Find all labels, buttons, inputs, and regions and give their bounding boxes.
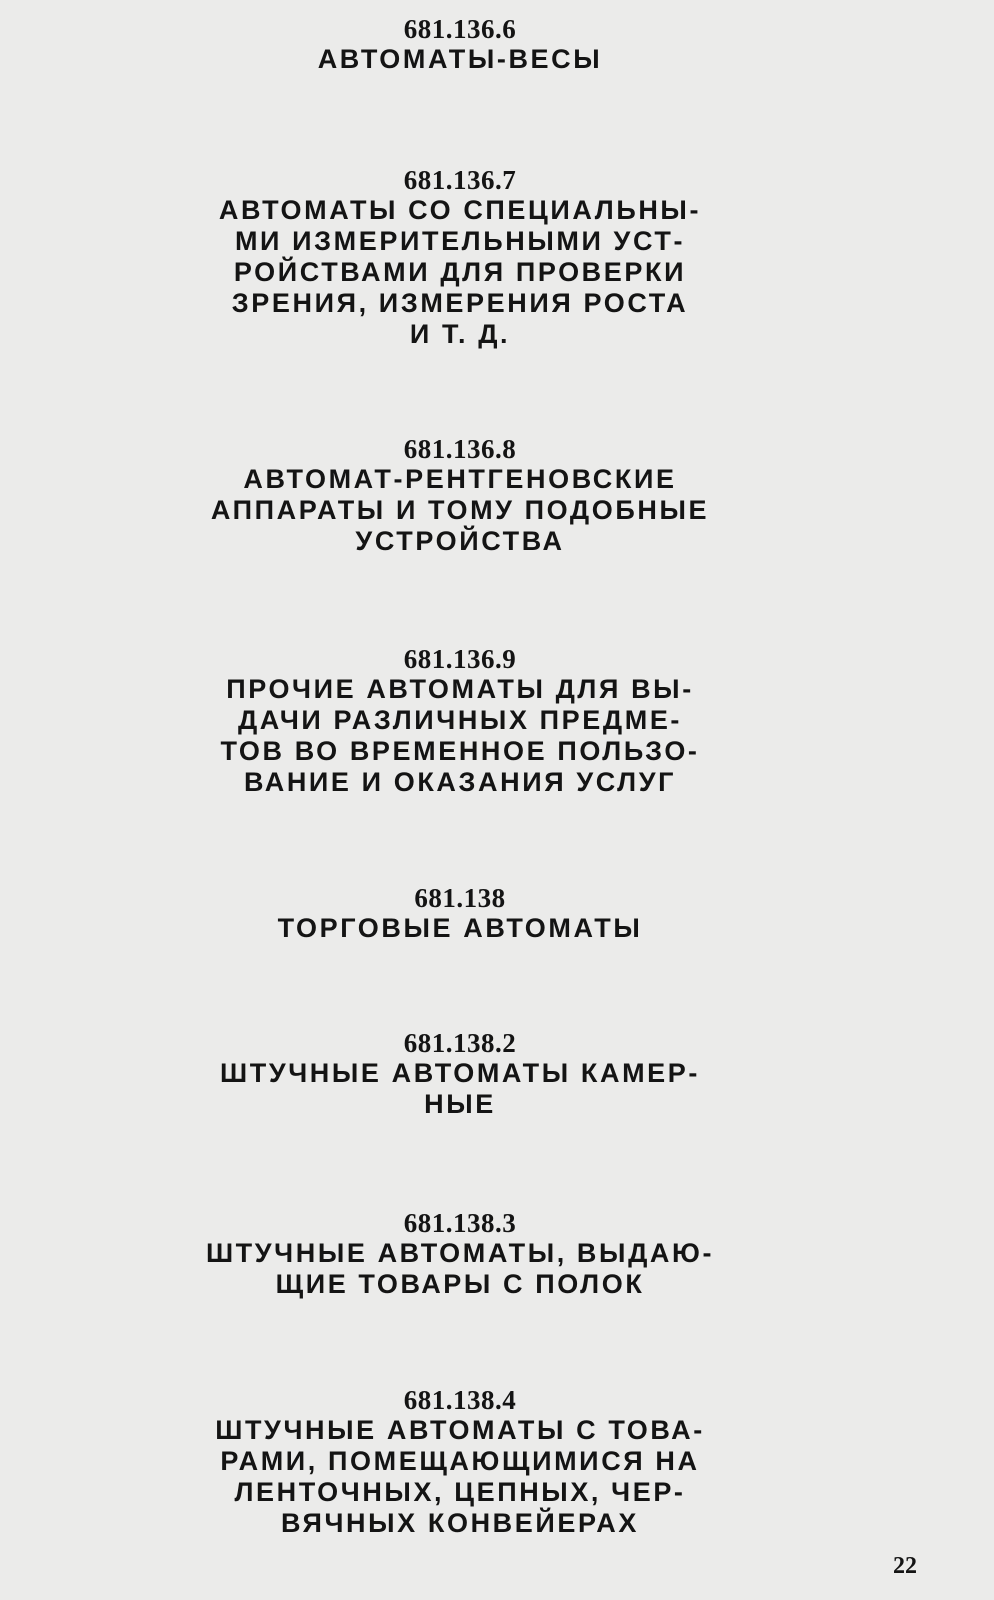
title-line: АВТОМАТЫ-ВЕСЫ	[317, 44, 603, 74]
title-line: ШТУЧНЫЕ АВТОМАТЫ КАМЕР-	[220, 1058, 700, 1088]
entry-code: 681.136.7	[403, 165, 517, 195]
entry-title	[150, 913, 770, 944]
entry-code: 681.138.3	[403, 1208, 517, 1238]
entry-681-136-7	[150, 165, 770, 350]
title-line: ШТУЧНЫЕ АВТОМАТЫ, ВЫДАЮ-	[205, 1238, 715, 1268]
title-line: ВЯЧНЫХ КОНВЕЙЕРАХ	[281, 1508, 639, 1538]
title-line: И Т. Д.	[409, 319, 511, 349]
entry-title	[150, 1415, 770, 1539]
entry-681-136-9	[150, 644, 770, 798]
title-line: ЛЕНТОЧНЫХ, ЦЕПНЫХ, ЧЕР-	[234, 1477, 686, 1507]
entry-title	[150, 195, 770, 350]
entry-title	[150, 464, 770, 557]
title-line: АППАРАТЫ И ТОМУ ПОДОБНЫЕ	[210, 495, 710, 525]
entry-code: 681.136.8	[403, 434, 517, 464]
title-line: НЫЕ	[424, 1089, 496, 1119]
entry-code: 681.138.4	[403, 1385, 517, 1415]
title-line: АВТОМАТЫ СО СПЕЦИАЛЬНЫ-	[218, 195, 702, 225]
title-line: РОЙСТВАМИ ДЛЯ ПРОВЕРКИ	[233, 257, 687, 287]
title-line: ВАНИЕ И ОКАЗАНИЯ УСЛУГ	[243, 767, 677, 797]
entry-title	[150, 44, 770, 75]
page-number: 22	[893, 1553, 917, 1579]
entry-code: 681.138.2	[403, 1028, 517, 1058]
title-line: РАМИ, ПОМЕЩАЮЩИМИСЯ НА	[220, 1446, 700, 1476]
entry-681-138	[150, 883, 770, 944]
entry-code: 681.136.9	[403, 644, 517, 674]
title-line: ЗРЕНИЯ, ИЗМЕРЕНИЯ РОСТА	[231, 288, 689, 318]
entry-title	[150, 674, 770, 798]
entry-code: 681.138	[414, 883, 506, 913]
entry-681-136-6	[150, 14, 770, 75]
entry-681-138-3	[150, 1208, 770, 1300]
entry-681-138-4	[150, 1385, 770, 1539]
title-line: АВТОМАТ-РЕНТГЕНОВСКИЕ	[243, 464, 677, 494]
title-line: ТОРГОВЫЕ АВТОМАТЫ	[277, 913, 643, 943]
entry-681-138-2	[150, 1028, 770, 1120]
title-line: МИ ИЗМЕРИТЕЛЬНЫМИ УСТ-	[234, 226, 686, 256]
entry-681-136-8	[150, 434, 770, 557]
entry-title	[150, 1058, 770, 1120]
title-line: ЩИЕ ТОВАРЫ С ПОЛОК	[275, 1269, 645, 1299]
title-line: ДАЧИ РАЗЛИЧНЫХ ПРЕДМЕ-	[237, 705, 683, 735]
title-line: ТОВ ВО ВРЕМЕННОЕ ПОЛЬЗО-	[220, 736, 700, 766]
entry-title	[150, 1238, 770, 1300]
title-line: УСТРОЙСТВА	[355, 526, 565, 556]
entry-code: 681.136.6	[403, 14, 517, 44]
title-line: ПРОЧИЕ АВТОМАТЫ ДЛЯ ВЫ-	[226, 674, 694, 704]
title-line: ШТУЧНЫЕ АВТОМАТЫ С ТОВА-	[215, 1415, 705, 1445]
